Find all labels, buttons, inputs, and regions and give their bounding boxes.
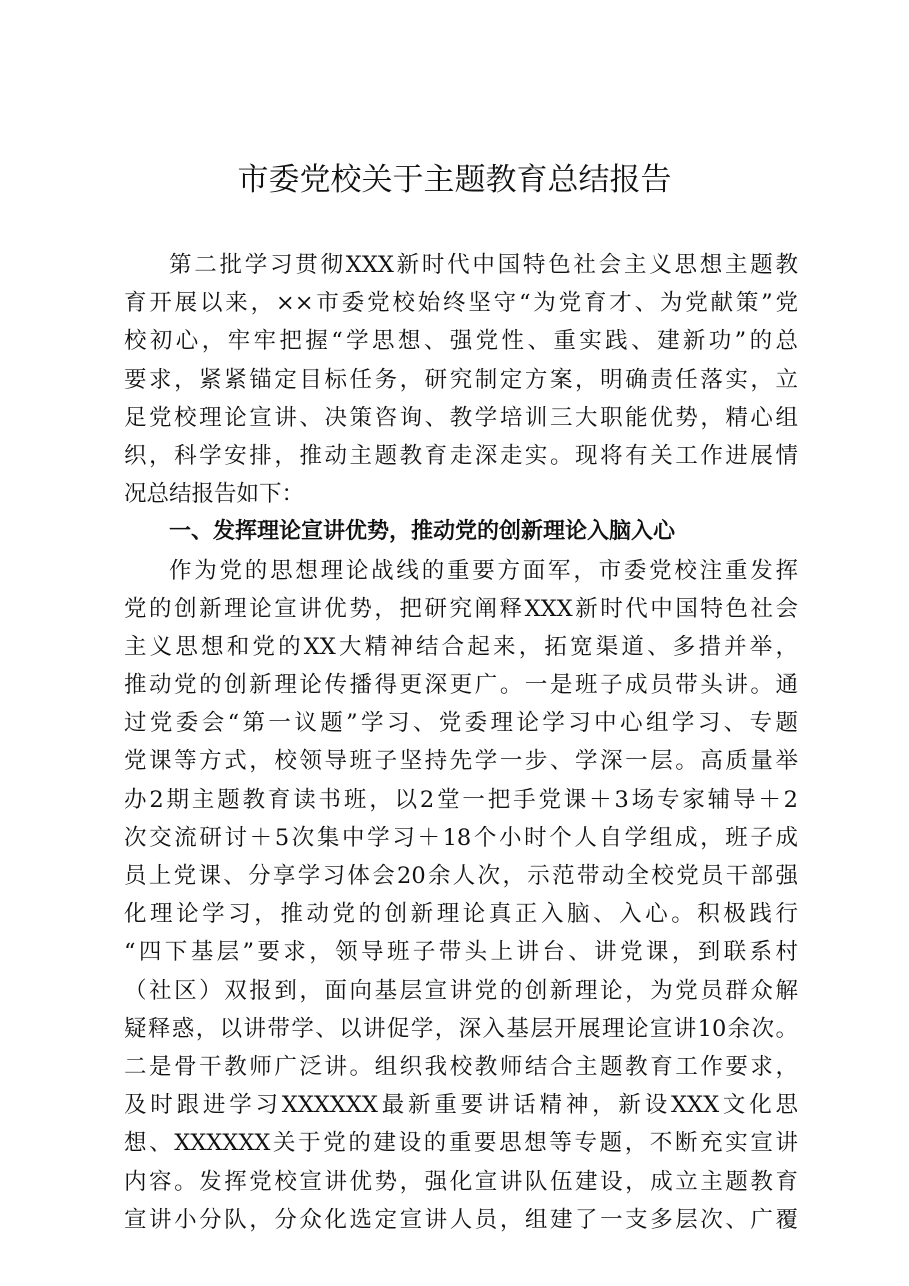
text-line: 要求，紧紧锚定目标任务，研究制定方案，明确责任落实，立 bbox=[124, 366, 798, 393]
text-line: 主义思想和党的XX大精神结合起来，拓宽渠道、多措并举， bbox=[124, 633, 798, 660]
text-line: 育开展以来，××市委党校始终坚守“为党育才、为党献策”党 bbox=[124, 290, 798, 317]
text-line: 足党校理论宣讲、决策咨询、教学培训三大职能优势，精心组 bbox=[124, 404, 798, 431]
text-line: 党的创新理论宣讲优势，把研究阐释XXX新时代中国特色社会 bbox=[124, 595, 798, 622]
text-line: 第二批学习贯彻XXX新时代中国特色社会主义思想主题教 bbox=[169, 252, 798, 278]
text-line: 过党委会“第一议题”学习、党委理论学习中心组学习、专题 bbox=[124, 710, 798, 737]
text-line: 织，科学安排，推动主题教育走深走实。现将有关工作进展情 bbox=[124, 442, 798, 469]
text-line: “四下基层”要求，领导班子带头上讲台、讲党课，到联系村 bbox=[124, 939, 798, 966]
text-line: 化理论学习，推动党的创新理论真正入脑、入心。积极践行 bbox=[124, 901, 798, 928]
text-line: （社区）双报到，面向基层宣讲党的创新理论，为党员群众解 bbox=[124, 977, 798, 1004]
document-title: 市委党校关于主题教育总结报告 bbox=[237, 162, 672, 198]
document-body bbox=[124, 246, 798, 1239]
text-line: 推动党的创新理论传播得更深更广。一是班子成员带头讲。通 bbox=[124, 672, 798, 699]
text-line: 内容。发挥党校宣讲优势，强化宣讲队伍建设，成立主题教育 bbox=[124, 1168, 798, 1195]
section-heading: 一、发挥理论宣讲优势，推动党的创新理论入脑入心 bbox=[169, 519, 676, 545]
text-line: 员上党课、分享学习体会20余人次，示范带动全校党员干部强 bbox=[124, 863, 798, 889]
text-line: 疑释惑，以讲带学、以讲促学，深入基层开展理论宣讲10余次。 bbox=[124, 1015, 798, 1042]
text-line: 想、XXXXXX关于党的建设的重要思想等专题，不断充实宣讲 bbox=[124, 1130, 798, 1157]
text-line: 宣讲小分队，分众化选定宣讲人员，组建了一支多层次、广覆 bbox=[124, 1206, 798, 1233]
text-line: 次交流研讨＋5次集中学习＋18个小时个人自学组成，班子成 bbox=[124, 824, 798, 851]
text-line: 校初心，牢牢把握“学思想、强党性、重实践、建新功”的总 bbox=[124, 328, 798, 355]
text-line: 及时跟进学习XXXXXX最新重要讲话精神，新设XXX文化思 bbox=[124, 1092, 798, 1119]
text-line: 况总结报告如下： bbox=[124, 481, 305, 508]
text-line: 作为党的思想理论战线的重要方面军，市委党校注重发挥 bbox=[169, 557, 798, 584]
text-line: 党课等方式，校领导班子坚持先学一步、学深一层。高质量举 bbox=[124, 748, 798, 775]
intro-paragraph bbox=[124, 246, 798, 513]
text-line: 办2期主题教育读书班，以2堂一把手党课＋3场专家辅导＋2 bbox=[124, 786, 798, 813]
text-line: 二是骨干教师广泛讲。组织我校教师结合主题教育工作要求， bbox=[124, 1053, 798, 1080]
section-paragraph bbox=[124, 552, 798, 1239]
